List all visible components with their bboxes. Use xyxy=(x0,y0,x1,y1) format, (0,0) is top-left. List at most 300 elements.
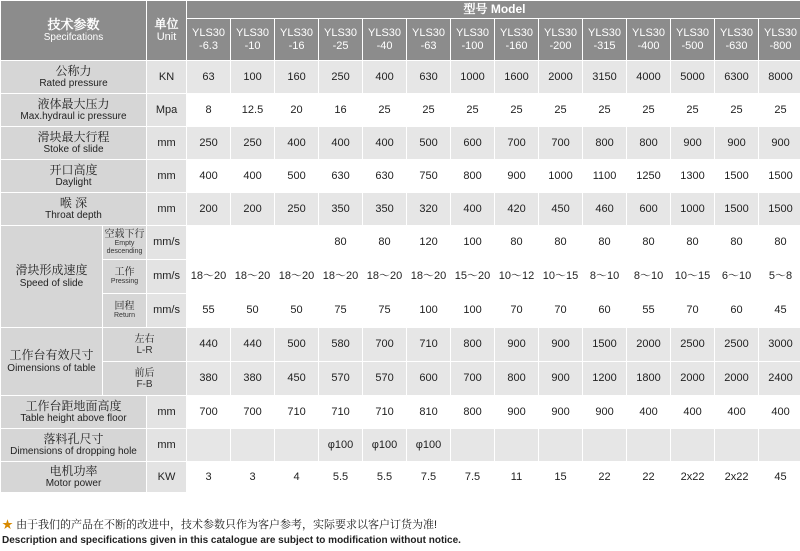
model-2-part: -10 xyxy=(244,39,261,52)
motor-value-5: 5.5 xyxy=(363,462,407,493)
label-stroke xyxy=(1,127,147,160)
stroke-value-14: 900 xyxy=(759,127,800,160)
label-rated_pressure-cn: 公称力 xyxy=(55,63,92,78)
label-daylight-cn: 开口高度 xyxy=(49,162,98,177)
motor-value-7: 7.5 xyxy=(451,462,495,493)
stroke-value-9: 700 xyxy=(539,127,583,160)
table-fb-value-3: 450 xyxy=(275,362,319,396)
label-motor-en: Motor power xyxy=(45,478,102,490)
model-13 xyxy=(715,19,759,61)
header-unit-en: Unit xyxy=(156,31,177,44)
speed-empty-value-10: 80 xyxy=(583,226,627,260)
motor-value-12: 2x22 xyxy=(671,462,715,493)
row-speed-return xyxy=(1,294,800,328)
table-lr-value-3: 500 xyxy=(275,328,319,362)
rated_pressure-value-4: 250 xyxy=(319,61,363,94)
model-8 xyxy=(495,19,539,61)
hole-value-8 xyxy=(495,429,539,462)
unit-speed-return: mm/s xyxy=(147,294,187,328)
table-lr-value-2: 440 xyxy=(231,328,275,362)
table-lr-value-12: 2500 xyxy=(671,328,715,362)
throat-value-2: 200 xyxy=(231,193,275,226)
model-12-part: YLS30 xyxy=(676,27,710,40)
unit-rated_pressure: KN xyxy=(147,61,187,94)
throat-value-10: 460 xyxy=(583,193,627,226)
table_height-value-4: 710 xyxy=(319,396,363,429)
daylight-value-10: 1100 xyxy=(583,160,627,193)
motor-value-8: 11 xyxy=(495,462,539,493)
model-14 xyxy=(759,19,800,61)
speed-empty-value-14: 80 xyxy=(759,226,800,260)
table-lr-value-5: 700 xyxy=(363,328,407,362)
table-fb-value-8: 800 xyxy=(495,362,539,396)
label-hole-cn: 落料孔尺寸 xyxy=(43,431,104,446)
speed-empty-value-8: 80 xyxy=(495,226,539,260)
model-9-part: -200 xyxy=(549,39,572,52)
hole-value-1 xyxy=(187,429,231,462)
label-table-lr xyxy=(103,328,187,362)
speed-work-value-10: 8～10 xyxy=(583,260,627,294)
stroke-value-13: 900 xyxy=(715,127,759,160)
speed-empty-value-6: 120 xyxy=(407,226,451,260)
label-max_pressure xyxy=(1,94,147,127)
table_height-value-8: 900 xyxy=(495,396,539,429)
model-10-part: YLS30 xyxy=(588,27,622,40)
row-table-fb xyxy=(1,362,800,396)
rated_pressure-value-3: 160 xyxy=(275,61,319,94)
label-speed xyxy=(1,226,103,328)
label-speed-work-en: Pressing xyxy=(110,278,139,286)
table_height-value-6: 810 xyxy=(407,396,451,429)
stroke-value-7: 600 xyxy=(451,127,495,160)
rated_pressure-value-2: 100 xyxy=(231,61,275,94)
speed-empty-value-1 xyxy=(187,226,231,260)
max_pressure-value-5: 25 xyxy=(363,94,407,127)
stroke-value-2: 250 xyxy=(231,127,275,160)
table-lr-value-11: 2000 xyxy=(627,328,671,362)
row-daylight xyxy=(1,160,800,193)
speed-return-value-11: 55 xyxy=(627,294,671,328)
motor-value-9: 15 xyxy=(539,462,583,493)
stroke-value-10: 800 xyxy=(583,127,627,160)
hole-value-10 xyxy=(583,429,627,462)
speed-work-value-14: 5～8 xyxy=(759,260,800,294)
throat-value-12: 1000 xyxy=(671,193,715,226)
daylight-value-6: 750 xyxy=(407,160,451,193)
label-stroke-en: Stoke of slide xyxy=(43,144,104,156)
label-table_height-en: Table height above floor xyxy=(20,413,127,425)
table-fb-value-1: 380 xyxy=(187,362,231,396)
rated_pressure-value-9: 2000 xyxy=(539,61,583,94)
table_height-value-7: 800 xyxy=(451,396,495,429)
stroke-value-6: 500 xyxy=(407,127,451,160)
model-11 xyxy=(627,19,671,61)
model-3 xyxy=(275,19,319,61)
daylight-value-8: 900 xyxy=(495,160,539,193)
rated_pressure-value-7: 1000 xyxy=(451,61,495,94)
speed-work-value-12: 10～15 xyxy=(671,260,715,294)
max_pressure-value-12: 25 xyxy=(671,94,715,127)
table_height-value-10: 900 xyxy=(583,396,627,429)
unit-speed-empty: mm/s xyxy=(147,226,187,260)
model-9 xyxy=(539,19,583,61)
speed-empty-value-12: 80 xyxy=(671,226,715,260)
speed-return-value-6: 100 xyxy=(407,294,451,328)
hole-value-2 xyxy=(231,429,275,462)
model-8-part: -160 xyxy=(505,39,528,52)
table-fb-value-2: 380 xyxy=(231,362,275,396)
rated_pressure-value-8: 1600 xyxy=(495,61,539,94)
row-max-pressure xyxy=(1,94,800,127)
label-rated_pressure-en: Rated pressure xyxy=(39,78,108,90)
unit-stroke: mm xyxy=(147,127,187,160)
speed-work-value-4: 18～20 xyxy=(319,260,363,294)
table-fb-value-11: 1800 xyxy=(627,362,671,396)
model-14-part: YLS30 xyxy=(764,27,798,40)
throat-value-4: 350 xyxy=(319,193,363,226)
max_pressure-value-13: 25 xyxy=(715,94,759,127)
motor-value-6: 7.5 xyxy=(407,462,451,493)
model-3-part: YLS30 xyxy=(280,27,314,40)
stroke-value-12: 900 xyxy=(671,127,715,160)
model-2 xyxy=(231,19,275,61)
model-8-part: YLS30 xyxy=(500,27,534,40)
speed-return-value-1: 55 xyxy=(187,294,231,328)
footnote-cn: ★ 由于我们的产品在不断的改进中，技术参数只作为客户参考，实际要求以客户订货为准! xyxy=(2,519,438,531)
throat-value-7: 400 xyxy=(451,193,495,226)
max_pressure-value-6: 25 xyxy=(407,94,451,127)
unit-table_height: mm xyxy=(147,396,187,429)
motor-value-14: 45 xyxy=(759,462,800,493)
label-table-lr-en: L-R xyxy=(136,344,153,356)
model-3-part: -16 xyxy=(288,39,305,52)
label-table-size xyxy=(1,328,103,396)
label-speed-work-cn: 工作 xyxy=(114,267,135,279)
model-2-part: YLS30 xyxy=(236,27,270,40)
speed-work-value-11: 8～10 xyxy=(627,260,671,294)
stroke-value-4: 400 xyxy=(319,127,363,160)
row-rated-pressure xyxy=(1,61,800,94)
model-13-part: -630 xyxy=(725,39,748,52)
speed-empty-value-7: 100 xyxy=(451,226,495,260)
label-table_height xyxy=(1,396,147,429)
model-1-part: YLS30 xyxy=(192,27,226,40)
speed-empty-value-2 xyxy=(231,226,275,260)
label-hole xyxy=(1,429,147,462)
row-table-height xyxy=(1,396,800,429)
table_height-value-1: 700 xyxy=(187,396,231,429)
header-param xyxy=(1,1,147,61)
model-6-part: -63 xyxy=(420,39,437,52)
model-7-part: YLS30 xyxy=(456,27,490,40)
table-lr-value-9: 900 xyxy=(539,328,583,362)
motor-value-4: 5.5 xyxy=(319,462,363,493)
label-table-lr-cn: 左右 xyxy=(134,333,155,345)
unit-max_pressure: Mpa xyxy=(147,94,187,127)
stroke-value-5: 400 xyxy=(363,127,407,160)
model-11-part: YLS30 xyxy=(632,27,666,40)
speed-return-value-4: 75 xyxy=(319,294,363,328)
hole-value-13 xyxy=(715,429,759,462)
max_pressure-value-2: 12.5 xyxy=(231,94,275,127)
table-lr-value-10: 1500 xyxy=(583,328,627,362)
header-unit xyxy=(147,1,187,61)
model-4-part: YLS30 xyxy=(324,27,358,40)
motor-value-3: 4 xyxy=(275,462,319,493)
table-fb-value-4: 570 xyxy=(319,362,363,396)
table-fb-value-9: 900 xyxy=(539,362,583,396)
table_height-value-13: 400 xyxy=(715,396,759,429)
label-rated_pressure xyxy=(1,61,147,94)
table_height-value-5: 710 xyxy=(363,396,407,429)
model-13-part: YLS30 xyxy=(720,27,754,40)
rated_pressure-value-1: 63 xyxy=(187,61,231,94)
speed-return-value-12: 70 xyxy=(671,294,715,328)
star-icon: ★ xyxy=(2,519,13,531)
model-11-part: -400 xyxy=(637,39,660,52)
table-lr-value-6: 710 xyxy=(407,328,451,362)
rated_pressure-value-14: 8000 xyxy=(759,61,800,94)
table-fb-value-10: 1200 xyxy=(583,362,627,396)
stroke-value-1: 250 xyxy=(187,127,231,160)
speed-return-value-10: 60 xyxy=(583,294,627,328)
speed-return-value-8: 70 xyxy=(495,294,539,328)
max_pressure-value-3: 20 xyxy=(275,94,319,127)
label-daylight-en: Daylight xyxy=(55,177,92,189)
label-max_pressure-en: Max.hydraul ic pressure xyxy=(20,111,127,123)
label-speed-return xyxy=(103,294,147,328)
speed-return-value-5: 75 xyxy=(363,294,407,328)
row-stroke xyxy=(1,127,800,160)
daylight-value-4: 630 xyxy=(319,160,363,193)
label-motor xyxy=(1,462,147,493)
throat-value-8: 420 xyxy=(495,193,539,226)
daylight-value-5: 630 xyxy=(363,160,407,193)
table_height-value-12: 400 xyxy=(671,396,715,429)
speed-work-value-2: 18～20 xyxy=(231,260,275,294)
speed-return-value-13: 60 xyxy=(715,294,759,328)
speed-work-value-13: 6～10 xyxy=(715,260,759,294)
daylight-value-7: 800 xyxy=(451,160,495,193)
rated_pressure-value-11: 4000 xyxy=(627,61,671,94)
rated_pressure-value-5: 400 xyxy=(363,61,407,94)
speed-empty-value-11: 80 xyxy=(627,226,671,260)
model-12-part: -500 xyxy=(681,39,704,52)
unit-throat: mm xyxy=(147,193,187,226)
table_height-value-14: 400 xyxy=(759,396,800,429)
label-daylight xyxy=(1,160,147,193)
stroke-value-11: 800 xyxy=(627,127,671,160)
unit-daylight: mm xyxy=(147,160,187,193)
row-speed-work xyxy=(1,260,800,294)
speed-work-value-8: 10～12 xyxy=(495,260,539,294)
motor-value-11: 22 xyxy=(627,462,671,493)
daylight-value-12: 1300 xyxy=(671,160,715,193)
throat-value-1: 200 xyxy=(187,193,231,226)
unit-hole: mm xyxy=(147,429,187,462)
model-5 xyxy=(363,19,407,61)
speed-work-value-1: 18～20 xyxy=(187,260,231,294)
label-table_height-cn: 工作台距地面高度 xyxy=(25,398,122,413)
speed-return-value-3: 50 xyxy=(275,294,319,328)
table_height-value-3: 710 xyxy=(275,396,319,429)
table_height-value-2: 700 xyxy=(231,396,275,429)
table-lr-value-13: 2500 xyxy=(715,328,759,362)
speed-work-value-7: 15～20 xyxy=(451,260,495,294)
hole-value-11 xyxy=(627,429,671,462)
model-12 xyxy=(671,19,715,61)
speed-return-value-14: 45 xyxy=(759,294,800,328)
label-speed-en: Speed of slide xyxy=(19,277,84,289)
label-speed-return-en: Return xyxy=(114,312,136,320)
label-speed-work xyxy=(103,260,147,294)
row-table-lr xyxy=(1,328,800,362)
daylight-value-9: 1000 xyxy=(539,160,583,193)
table-fb-value-13: 2000 xyxy=(715,362,759,396)
row-speed-empty xyxy=(1,226,800,260)
label-throat-en: Throat depth xyxy=(45,210,102,222)
daylight-value-3: 500 xyxy=(275,160,319,193)
table-lr-value-7: 800 xyxy=(451,328,495,362)
max_pressure-value-10: 25 xyxy=(583,94,627,127)
stroke-value-8: 700 xyxy=(495,127,539,160)
label-motor-cn: 电机功率 xyxy=(49,463,98,478)
hole-value-7 xyxy=(451,429,495,462)
label-table-size-cn: 工作台有效尺寸 xyxy=(9,348,94,363)
daylight-value-2: 400 xyxy=(231,160,275,193)
row-throat xyxy=(1,193,800,226)
speed-empty-value-9: 80 xyxy=(539,226,583,260)
speed-empty-value-3 xyxy=(275,226,319,260)
label-throat-cn: 喉 深 xyxy=(59,195,88,210)
label-speed-return-cn: 回程 xyxy=(114,301,135,313)
hole-value-14 xyxy=(759,429,800,462)
speed-empty-value-13: 80 xyxy=(715,226,759,260)
table-lr-value-8: 900 xyxy=(495,328,539,362)
speed-work-value-5: 18～20 xyxy=(363,260,407,294)
max_pressure-value-14: 25 xyxy=(759,94,800,127)
stroke-value-3: 400 xyxy=(275,127,319,160)
speed-work-value-9: 10～15 xyxy=(539,260,583,294)
footnote-en: Description and specifications given in this catalogue are subject to modification without notice. xyxy=(2,535,461,546)
hole-value-3 xyxy=(275,429,319,462)
model-6-part: YLS30 xyxy=(412,27,446,40)
max_pressure-value-4: 16 xyxy=(319,94,363,127)
speed-return-value-2: 50 xyxy=(231,294,275,328)
rated_pressure-value-12: 5000 xyxy=(671,61,715,94)
daylight-value-13: 1500 xyxy=(715,160,759,193)
table-lr-value-4: 580 xyxy=(319,328,363,362)
max_pressure-value-9: 25 xyxy=(539,94,583,127)
model-6 xyxy=(407,19,451,61)
speed-work-value-3: 18～20 xyxy=(275,260,319,294)
unit-motor: KW xyxy=(147,462,187,493)
label-speed-empty-en: Empty descending xyxy=(106,240,143,255)
header-unit-cn: 单位 xyxy=(154,16,179,31)
model-5-part: -40 xyxy=(376,39,393,52)
model-5-part: YLS30 xyxy=(368,27,402,40)
model-7 xyxy=(451,19,495,61)
label-table-fb xyxy=(103,362,187,396)
table-fb-value-12: 2000 xyxy=(671,362,715,396)
table-fb-value-14: 2400 xyxy=(759,362,800,396)
max_pressure-value-1: 8 xyxy=(187,94,231,127)
rated_pressure-value-13: 6300 xyxy=(715,61,759,94)
table-lr-value-1: 440 xyxy=(187,328,231,362)
label-throat xyxy=(1,193,147,226)
motor-value-13: 2x22 xyxy=(715,462,759,493)
model-4-part: -25 xyxy=(332,39,349,52)
model-14-part: -800 xyxy=(769,39,792,52)
label-table-fb-cn: 前后 xyxy=(134,367,155,379)
label-stroke-cn: 滑块最大行程 xyxy=(37,129,110,144)
table-lr-value-14: 3000 xyxy=(759,328,800,362)
table_height-value-11: 400 xyxy=(627,396,671,429)
header-param-en: Specifcations xyxy=(43,32,104,44)
max_pressure-value-8: 25 xyxy=(495,94,539,127)
throat-value-9: 450 xyxy=(539,193,583,226)
model-1 xyxy=(187,19,231,61)
table_height-value-9: 900 xyxy=(539,396,583,429)
motor-value-2: 3 xyxy=(231,462,275,493)
table-fb-value-5: 570 xyxy=(363,362,407,396)
rated_pressure-value-10: 3150 xyxy=(583,61,627,94)
table-fb-value-7: 700 xyxy=(451,362,495,396)
header-param-cn: 技术参数 xyxy=(47,16,100,32)
hole-value-12 xyxy=(671,429,715,462)
label-max_pressure-cn: 液体最大压力 xyxy=(37,96,110,111)
model-1-part: -6.3 xyxy=(199,39,218,52)
label-speed-cn: 滑块形成速度 xyxy=(15,263,88,278)
speed-return-value-7: 100 xyxy=(451,294,495,328)
model-title: 型号 Model xyxy=(187,1,800,19)
motor-value-10: 22 xyxy=(583,462,627,493)
max_pressure-value-7: 25 xyxy=(451,94,495,127)
table-fb-value-6: 600 xyxy=(407,362,451,396)
throat-value-5: 350 xyxy=(363,193,407,226)
daylight-value-11: 1250 xyxy=(627,160,671,193)
label-table-size-en: Oimensions of table xyxy=(7,362,96,374)
hole-value-9 xyxy=(539,429,583,462)
hole-value-6: φ100 xyxy=(407,429,451,462)
throat-value-6: 320 xyxy=(407,193,451,226)
label-hole-en: Dimensions of dropping hole xyxy=(10,446,137,458)
daylight-value-14: 1500 xyxy=(759,160,800,193)
row-hole xyxy=(1,429,800,462)
speed-work-value-6: 18～20 xyxy=(407,260,451,294)
speed-empty-value-4: 80 xyxy=(319,226,363,260)
throat-value-13: 1500 xyxy=(715,193,759,226)
model-4 xyxy=(319,19,363,61)
label-table-fb-en: F-B xyxy=(136,378,153,390)
rated_pressure-value-6: 630 xyxy=(407,61,451,94)
model-10 xyxy=(583,19,627,61)
speed-return-value-9: 70 xyxy=(539,294,583,328)
footnote xyxy=(2,516,798,546)
hole-value-5: φ100 xyxy=(363,429,407,462)
unit-speed-work: mm/s xyxy=(147,260,187,294)
throat-value-3: 250 xyxy=(275,193,319,226)
label-speed-empty xyxy=(103,226,147,260)
throat-value-11: 600 xyxy=(627,193,671,226)
hole-value-4: φ100 xyxy=(319,429,363,462)
motor-value-1: 3 xyxy=(187,462,231,493)
model-7-part: -100 xyxy=(461,39,484,52)
model-10-part: -315 xyxy=(593,39,616,52)
throat-value-14: 1500 xyxy=(759,193,800,226)
max_pressure-value-11: 25 xyxy=(627,94,671,127)
speed-empty-value-5: 80 xyxy=(363,226,407,260)
